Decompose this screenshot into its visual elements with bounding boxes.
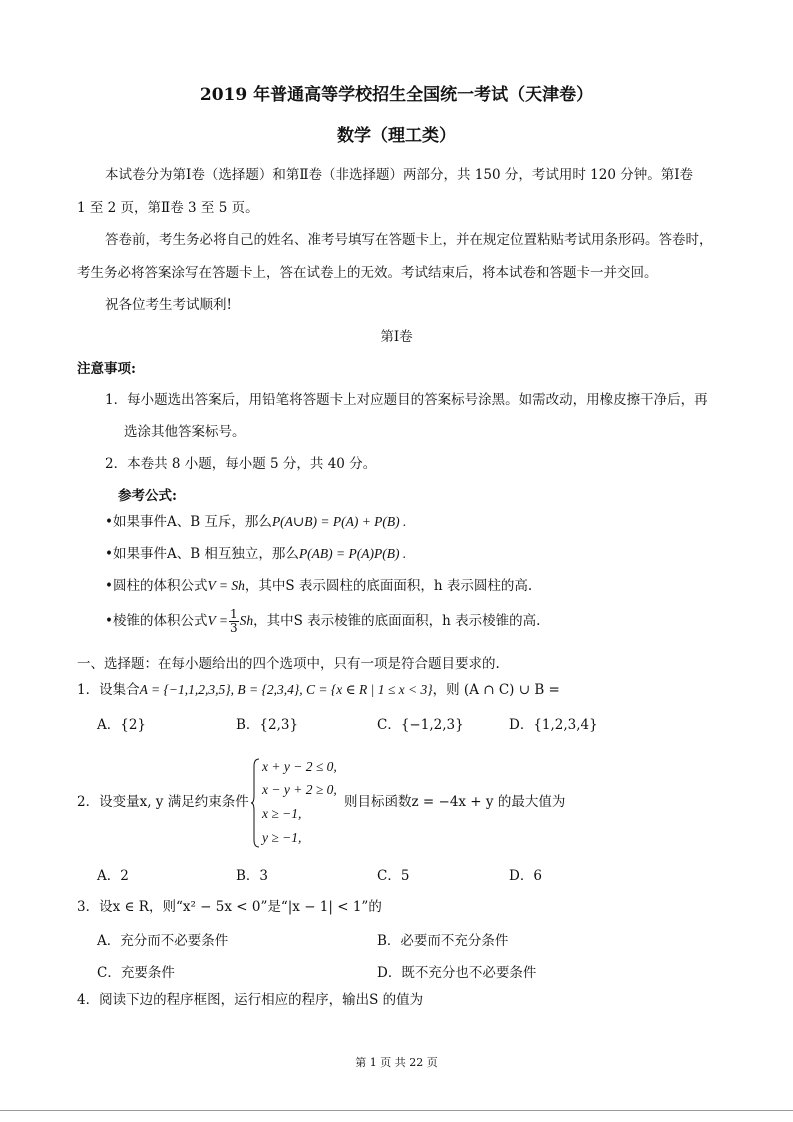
q2-objective: 则目标函数z = −4x + y 的最大值为 [344, 794, 566, 810]
intro-paragraph-2-line-1: 答卷前，考生务必将自己的姓名、准考号填写在答题卡上，并在规定位置粘贴考试用条形码。答卷时， [105, 232, 713, 248]
q2-option-a: A．2 [97, 868, 129, 884]
q1-option-b: B．{2,3} [236, 717, 299, 733]
formula-3 [105, 577, 532, 595]
constraint-3: x ≥ −1, [262, 806, 302, 821]
q2-option-b: B．3 [236, 868, 269, 884]
q1-sets: A = {−1,1,2,3,5}, B = {2,3,4}, C = {x ∈ R | 1 ≤ x < 3} [139, 682, 433, 697]
q2-option-d: D．6 [509, 868, 542, 884]
notice-item-1-line-1: 1．每小题选出答案后，用铅笔将答题卡上对应题目的答案标号涂黑。如需改动，用橡皮擦干净后，再 [105, 392, 708, 408]
q3-option-c: C．充要条件 [97, 965, 175, 981]
formula-4-lhs: V = [207, 613, 228, 628]
formula-3-text: •圆柱的体积公式 [105, 578, 208, 594]
part-one-heading: 一、选择题：在每小题给出的四个选项中，只有一项是符合题目要求的. [77, 656, 500, 672]
formula-1-text: •如果事件A、B 互斥，那么 [105, 514, 272, 530]
q3-option-d: D．既不充分也不必要条件 [377, 965, 537, 981]
formula-3-expression: V = Sh [207, 578, 245, 593]
notice-item-2: 2．本卷共 8 小题，每小题 5 分，共 40 分。 [105, 456, 377, 472]
formula-2-expression: P(AB) = P(A)P(B) . [298, 546, 407, 561]
exam-title: 2019 年普通高等学校招生全国统一考试（天津卷） [199, 85, 594, 105]
formula-4-text: •棱锥的体积公式 [105, 613, 208, 629]
bottom-divider [0, 1110, 793, 1111]
q3-stem: 3．设x ∈ R，则“x² − 5x < 0”是“|x − 1| < 1”的 [77, 899, 382, 915]
question-1-stem [77, 681, 560, 699]
formula-heading: 参考公式: [118, 488, 177, 504]
q1-option-a: A．{2} [97, 717, 147, 733]
constraint-2: x − y + 2 ≥ 0, [262, 782, 337, 797]
q3-option-b: B．必要而不充分条件 [377, 933, 509, 949]
q2-option-c: C．5 [377, 868, 410, 884]
constraint-brace [250, 758, 260, 848]
formula-1-expression: P(A∪B) = P(A) + P(B) . [271, 514, 407, 529]
q1-option-c: C．{−1,2,3} [377, 717, 464, 733]
formula-2 [105, 545, 406, 563]
good-luck-line: 祝各位考生考试顺利! [105, 297, 232, 313]
q1-number: 1．设集合 [77, 682, 140, 698]
q1-option-d: D．{1,2,3,4} [509, 717, 598, 733]
formula-3-note: ，其中S 表示圆柱的底面面积，h 表示圆柱的高. [244, 578, 533, 594]
notice-heading: 注意事项: [77, 361, 136, 377]
q3-option-a: A．充分而不必要条件 [97, 933, 229, 949]
q1-ask: ，则 (A ∩ C) ∪ B = [432, 682, 560, 698]
subject-title: 数学（理工类） [337, 126, 456, 146]
page-footer: 第 1 页 共 22 页 [355, 1056, 438, 1069]
constraint-4: y ≥ −1, [262, 830, 302, 845]
intro-paragraph-1-line-1: 本试卷分为第Ⅰ卷（选择题）和第Ⅱ卷（非选择题）两部分，共 150 分，考试用时 120 分钟。第Ⅰ卷 [105, 167, 694, 183]
formula-2-text: •如果事件A、B 相互独立，那么 [105, 546, 299, 562]
intro-paragraph-1-line-2: 1 至 2 页，第Ⅱ卷 3 至 5 页。 [77, 200, 259, 216]
notice-item-1-line-2: 选涂其他答案标号。 [124, 424, 246, 440]
intro-paragraph-2-line-2: 考生务必将答案涂写在答题卡上，答在试卷上的无效。考试结束后，将本试卷和答题卡一并交回。 [77, 265, 658, 281]
formula-4-rhs: Sh [239, 613, 254, 628]
q2-stem: 2．设变量x, y 满足约束条件 [77, 794, 249, 810]
q4-stem: 4．阅读下边的程序框图，运行相应的程序，输出S 的值为 [77, 992, 424, 1008]
formula-4-fraction [229, 608, 239, 635]
volume-label: 第Ⅰ卷 [380, 329, 413, 345]
formula-4 [105, 608, 540, 635]
fraction-denominator: 3 [229, 621, 238, 635]
formula-4-note: ，其中S 表示棱锥的底面面积，h 表示棱锥的高. [253, 613, 541, 629]
constraint-1: x + y − 2 ≤ 0, [262, 759, 337, 774]
formula-1 [105, 513, 406, 531]
fraction-numerator: 1 [229, 607, 238, 621]
